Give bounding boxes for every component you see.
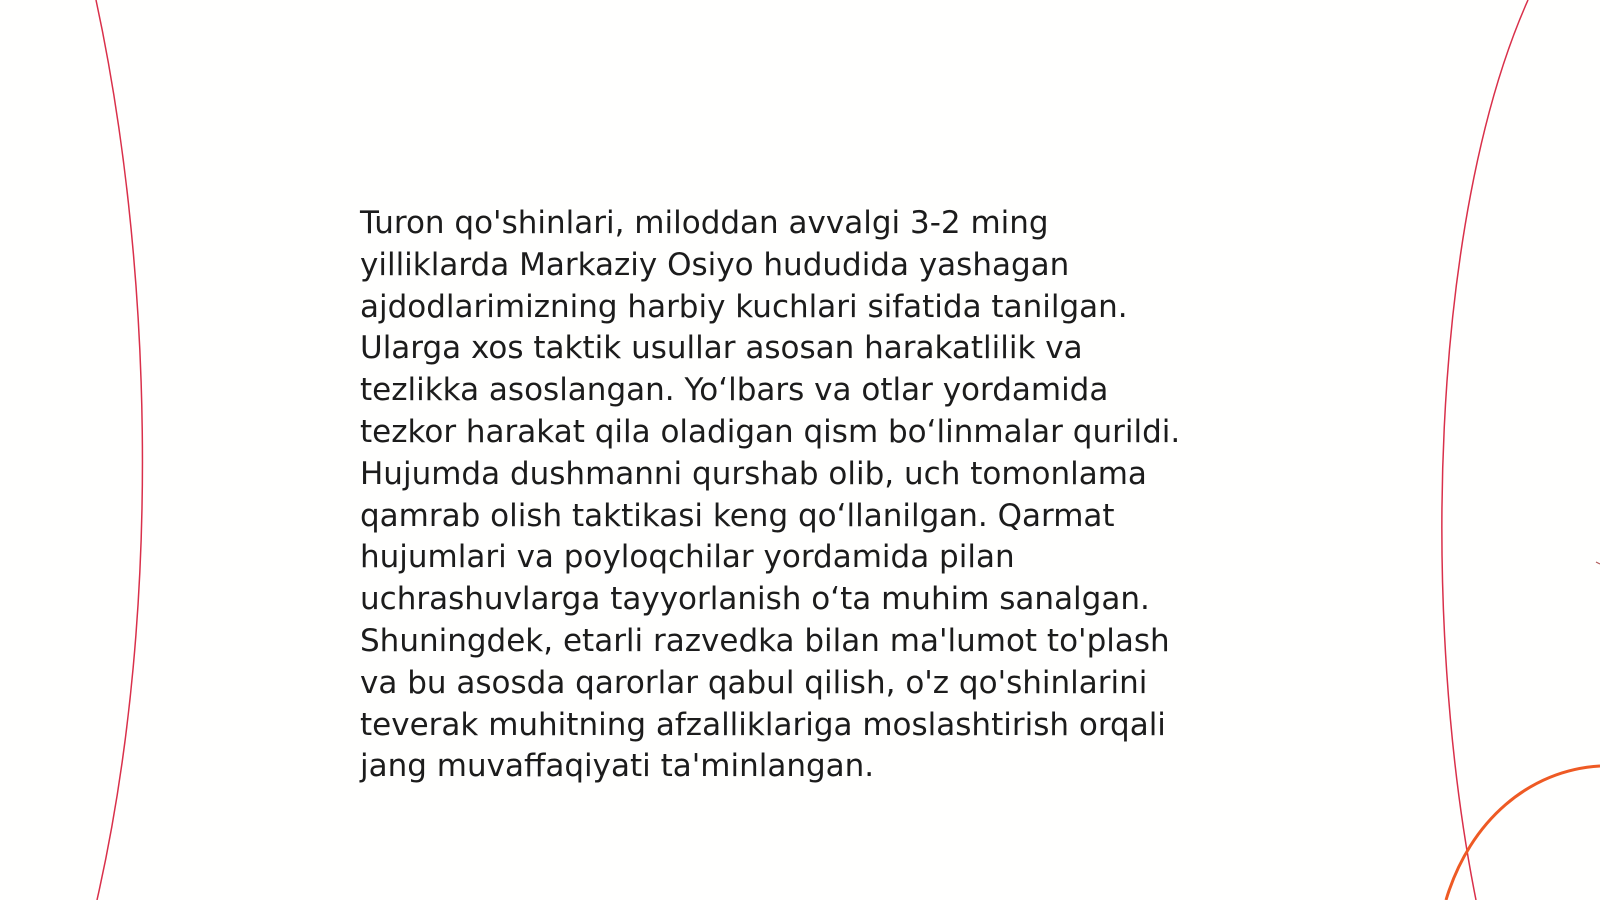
text-line: tezkor harakat qila oladigan qism bo‘linmalar qurildi. — [360, 413, 1181, 450]
text-line: teverak muhitning afzalliklariga moslashtirish orqali — [360, 706, 1166, 743]
text-line: Ularga xos taktik usullar asosan harakatlilik va — [360, 330, 1083, 367]
text-line: yilliklarda Markaziy Osiyo hududida yashagan — [360, 246, 1070, 283]
text-line: Turon qo'shinlari, miloddan avvalgi 3-2 ming — [360, 205, 1049, 241]
slide-body-text — [360, 203, 1240, 788]
text-line: hujumlari va poyloqchilar yordamida pilan — [360, 539, 1015, 576]
orange-arc-decoration — [1446, 766, 1600, 900]
left-curve-decoration — [96, 0, 142, 900]
text-line: va bu asosda qarorlar qabul qilish, o'z qo'shinlarini — [360, 664, 1148, 701]
text-line: Hujumda dushmanni qurshab olib, uch tomonlama — [360, 455, 1147, 492]
text-line: jang muvaffaqiyati ta'minlangan. — [360, 748, 875, 785]
small-arrow-mark — [1596, 562, 1600, 564]
text-line: qamrab olish taktikasi keng qo‘llanilgan. Qarmat — [360, 497, 1115, 534]
right-curve-decoration — [1442, 0, 1528, 900]
text-line: Shuningdek, etarli razvedka bilan ma'lumot to'plash — [360, 622, 1170, 659]
text-line: uchrashuvlarga tayyorlanish o‘ta muhim sanalgan. — [360, 581, 1150, 618]
text-line: ajdodlarimizning harbiy kuchlari sifatida tanilgan. — [360, 288, 1128, 325]
text-line: tezlikka asoslangan. Yo‘lbars va otlar yordamida — [360, 372, 1109, 409]
